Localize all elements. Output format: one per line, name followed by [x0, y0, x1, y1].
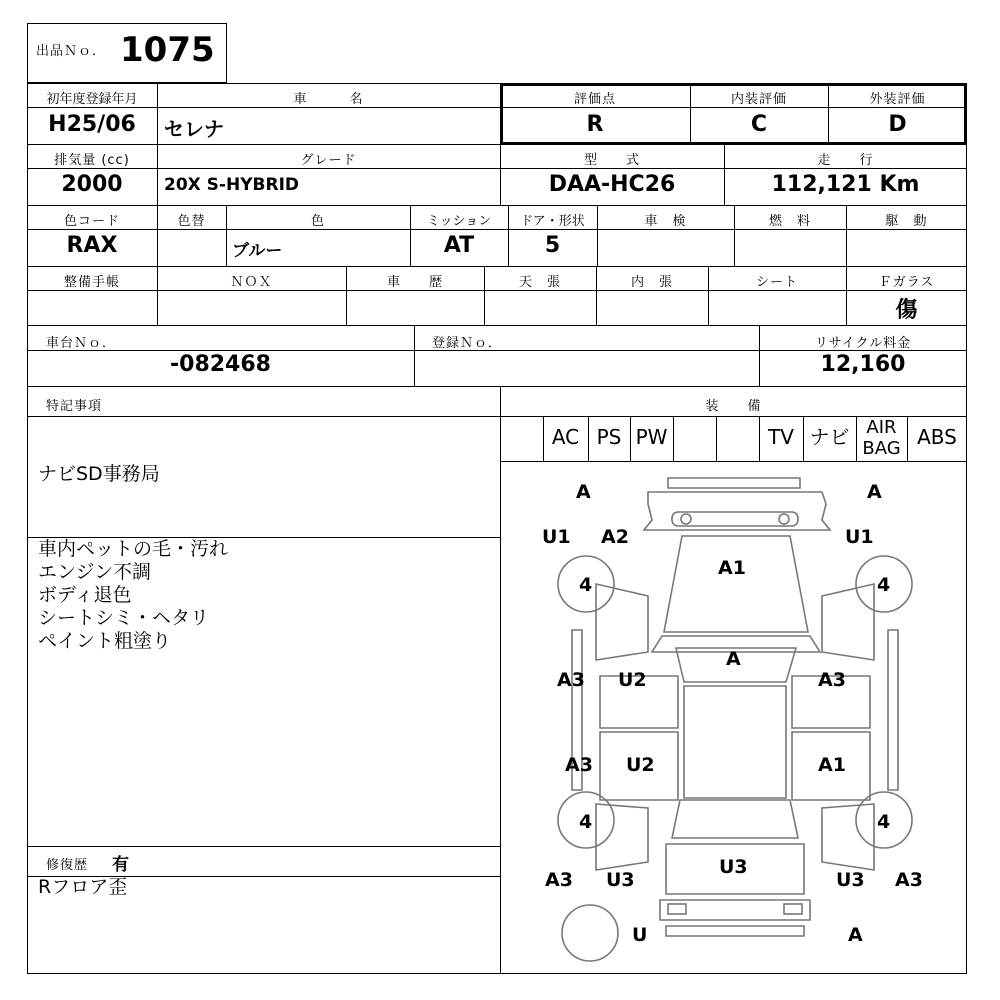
color-value: ブルー — [232, 241, 283, 261]
mark: U1 — [542, 526, 571, 548]
year-value: H25/06 — [48, 112, 136, 137]
color-label: 色 — [310, 214, 325, 229]
drive-label: 駆 動 — [885, 214, 928, 229]
exterior-label: 外装評価 — [869, 92, 926, 107]
score-value: R — [586, 112, 604, 137]
glass-value: 傷 — [895, 298, 918, 323]
mark: U3 — [606, 869, 635, 891]
interior-value: C — [750, 112, 768, 137]
mark: U2 — [618, 669, 647, 691]
recycle-value: 12,160 — [820, 352, 906, 377]
mark-spare: U — [632, 924, 648, 946]
mark-front-right: A — [867, 481, 882, 503]
equipment-label: 装 備 — [705, 399, 762, 414]
mileage-label: 走 行 — [817, 153, 874, 168]
mark-roof: A — [726, 648, 741, 670]
mark-wheel: 4 — [877, 574, 891, 596]
mission-value: AT — [443, 233, 475, 258]
fuel-label: 燃 料 — [768, 214, 811, 229]
mark: A3 — [818, 669, 846, 691]
front-grille — [644, 492, 830, 530]
lot-label: 出品Ｎｏ． — [36, 44, 107, 59]
notes-item: 車内ペットの毛・汚れ — [38, 538, 229, 560]
front-bumper — [668, 478, 800, 488]
inspection-label: 車 検 — [644, 214, 687, 229]
name-value: セレナ — [164, 117, 224, 141]
name-label: 車 名 — [293, 92, 364, 107]
equipment-item: AIR BAG — [862, 417, 901, 459]
door-label: ドア・形状 — [520, 214, 585, 229]
roof-label: 天 張 — [518, 275, 561, 290]
record-label: 整備手帳 — [63, 275, 120, 290]
equipment-item: TV — [768, 425, 794, 449]
interior-label: 内装評価 — [730, 92, 787, 107]
mark: U1 — [845, 526, 874, 548]
reg-label: 登録Ｎｏ． — [432, 336, 503, 351]
interior-trim-label: 内 張 — [630, 275, 673, 290]
chassis-value: -082468 — [170, 352, 271, 377]
mark: A2 — [601, 526, 629, 548]
recycle-label: リサイクル料金 — [814, 336, 912, 351]
hood — [664, 536, 808, 632]
color-code-label: 色コード — [63, 214, 120, 229]
notes-list — [38, 538, 228, 653]
mark: A3 — [545, 869, 573, 891]
cc-label: 排気量 (cc) — [54, 153, 130, 168]
year-label: 初年度登録年月 — [46, 92, 138, 107]
notes-item: ペイント粗塗り — [38, 630, 172, 652]
equipment-item: AC — [551, 425, 580, 449]
mark-wheel: 4 — [579, 811, 593, 833]
mileage-value: 112,121 Km — [771, 172, 920, 197]
equipment-item: ナビ — [809, 425, 850, 449]
equipment-item: ABS — [917, 425, 957, 449]
repaint-label: 色替 — [177, 214, 206, 229]
chassis-label: 車台Ｎｏ． — [46, 336, 117, 351]
cc-value: 2000 — [61, 172, 123, 197]
notes-top: ナビSD事務局 — [38, 463, 160, 485]
mark-rear-right: A — [848, 924, 863, 946]
grade-value: 20X S-HYBRID — [164, 175, 300, 195]
equipment-item: PS — [596, 425, 622, 449]
lot-number: 1075 — [120, 30, 215, 70]
mark-front-left: A — [576, 481, 591, 503]
mark: A1 — [818, 754, 846, 776]
mark: U2 — [626, 754, 655, 776]
mark-wheel: 4 — [877, 811, 891, 833]
color-code-value: RAX — [66, 233, 118, 258]
repair-label: 修復歴 — [46, 858, 89, 873]
mark-hood: A1 — [718, 557, 746, 579]
model-value: DAA-HC26 — [548, 172, 676, 197]
score-label: 評価点 — [573, 92, 616, 107]
rear-bumper — [660, 900, 810, 920]
history-label: 車 歴 — [386, 275, 443, 290]
model-label: 型 式 — [583, 153, 640, 168]
exterior-value: D — [888, 112, 907, 137]
grade-label: グレード — [300, 153, 357, 168]
mark: A3 — [895, 869, 923, 891]
nox-label: ＮＯＸ — [230, 275, 273, 290]
car-diagram — [501, 462, 966, 973]
notes-label: 特記事項 — [46, 399, 103, 414]
equipment-item: PW — [635, 425, 668, 449]
door-value: 5 — [544, 233, 561, 258]
glass-label: Ｆガラス — [878, 275, 935, 290]
notes-item: エンジン不調 — [38, 561, 152, 583]
mark: A3 — [557, 669, 585, 691]
mark: U3 — [836, 869, 865, 891]
mark-tailgate: U3 — [719, 856, 748, 878]
repair-value: 有 — [112, 855, 129, 875]
mission-label: ミッション — [426, 214, 492, 229]
notes-item: ボディ退色 — [38, 584, 132, 606]
seat-label: シート — [755, 275, 798, 290]
spare-tire — [562, 905, 618, 961]
notes-item: シートシミ・ヘタリ — [38, 607, 210, 629]
mark-wheel: 4 — [579, 574, 593, 596]
repair-note: Rフロア歪 — [38, 876, 128, 898]
mark: A3 — [565, 754, 593, 776]
